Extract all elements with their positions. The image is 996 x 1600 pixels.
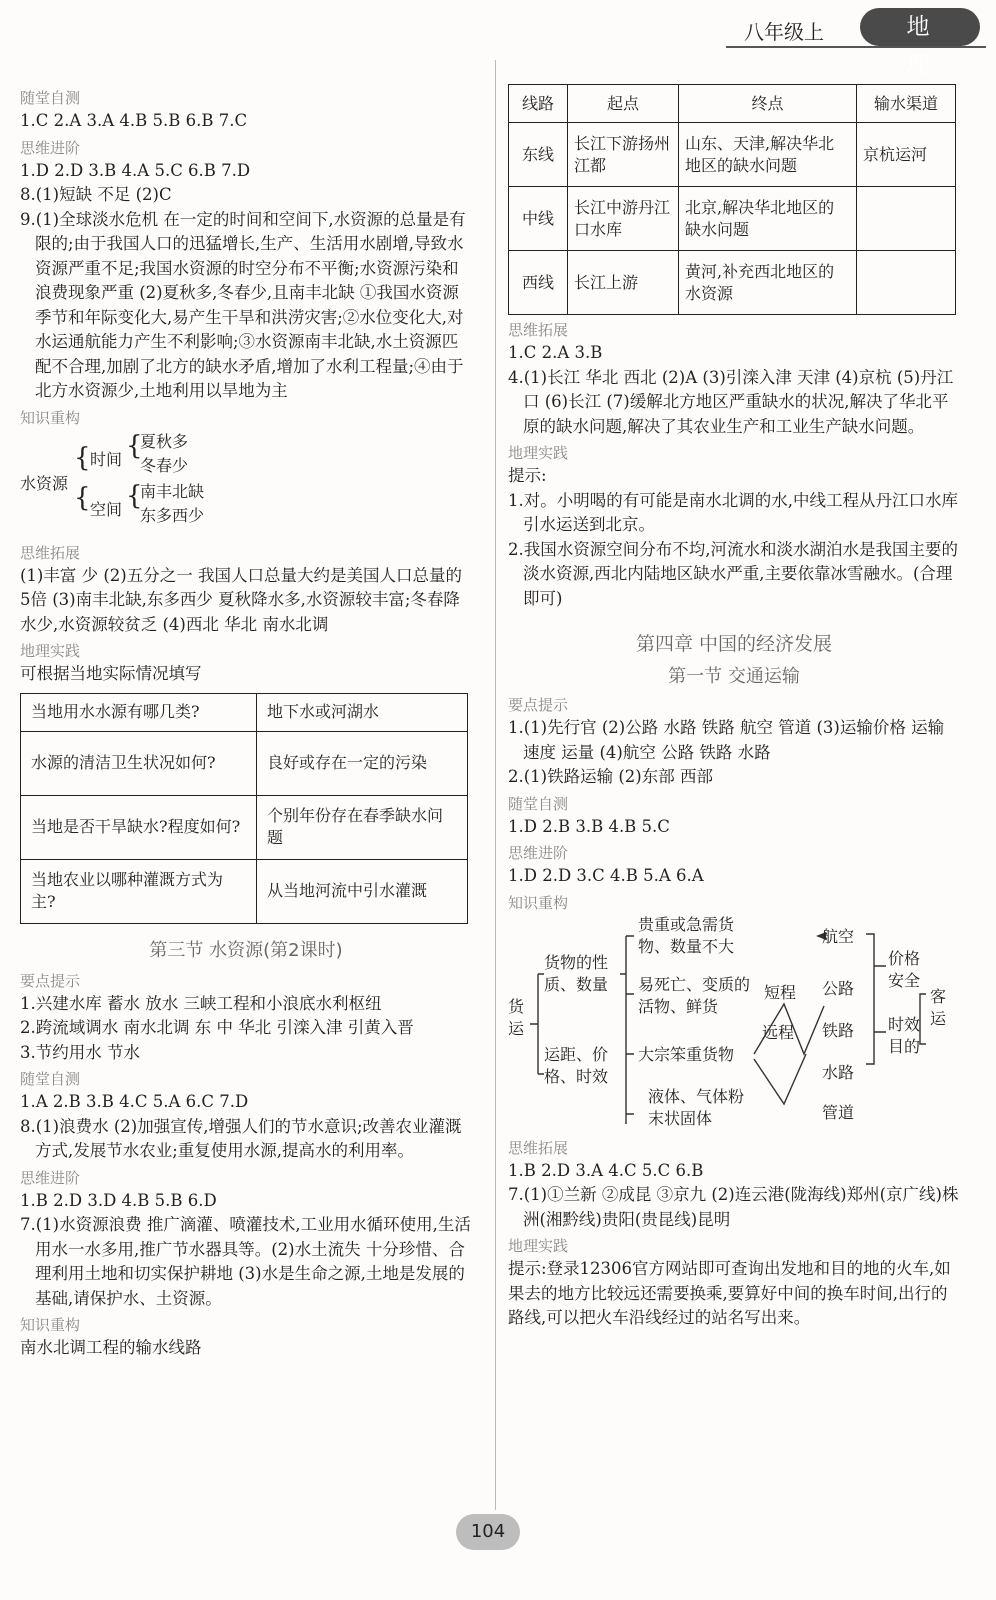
section-title: 第一节 交通运输 (668, 666, 800, 687)
diagram-label: 远程 (762, 1022, 795, 1042)
tree-root: 水资源 (20, 473, 69, 493)
chapter-title: 第四章 中国的经济发展 (635, 633, 833, 655)
answer-line: 3.节约用水 节水 (20, 1042, 140, 1062)
brace-icon: { (126, 430, 143, 461)
answer-paragraph: 2.我国水资源空间分布不均,河流水和淡水湖泊水是我国主要的淡水资源,西北内陆地区缺水严重,主要依靠冰雪融水。(合理即可) (508, 539, 958, 608)
table-cell: 中线 (509, 187, 568, 251)
answer-line: 1.D 2.B 3.B 4.B 5.C (508, 816, 670, 836)
answer-line: 1.兴建水库 蓄水 放水 三峡工程和小浪底水利枢纽 (20, 993, 382, 1013)
table-row (21, 859, 468, 923)
grade-label: 八年级上 (744, 20, 824, 44)
section-heading: 思维进阶 (20, 138, 81, 157)
answer-line: 1.A 2.B 3.B 4.C 5.A 6.C 7.D (20, 1092, 249, 1111)
section-heading: 思维拓展 (508, 1138, 569, 1157)
answer-line: 1.D 2.D 3.C 4.B 5.A 6.A (508, 866, 704, 885)
table-cell: 长江中游丹江口水库 (568, 187, 679, 251)
table-row (21, 795, 468, 859)
brace-icon: { (74, 482, 91, 513)
section-heading: 知识重构 (20, 1316, 81, 1334)
table-cell: 东线 (509, 123, 568, 187)
section-heading: 思维拓展 (508, 321, 569, 339)
section-heading: 地理实践 (20, 642, 81, 660)
tree-node: 时间 (90, 449, 123, 469)
section-heading: 思维进阶 (508, 844, 569, 862)
diagram-label: 管道 (822, 1102, 855, 1122)
table-header: 终点 (679, 85, 857, 123)
diagram-label: 货运 (508, 996, 525, 1038)
diagram-label: 运距、价格、时效 (544, 1044, 609, 1086)
subject-badge: 地 理 (860, 8, 980, 46)
diagram-label: 短程 (764, 982, 797, 1002)
answer-paragraph: 提示:登录12306官方网站即可查询出发地和目的地的火车,如果去的地方比较远还需要换乘,要算好中间的换车时间,出行的路线,可以把火车沿线经过的站名写出来。 (508, 1259, 951, 1327)
brace-icon: { (74, 442, 91, 473)
answer-line: 1.D 2.D 3.B 4.A 5.C 6.B 7.D (20, 160, 251, 180)
tree-leaf: 南丰北缺 (140, 481, 205, 501)
answer-paragraph: 8.(1)浪费水 (2)加强宣传,增强人们的节水意识;改善农业灌溉方式,发展节水农业;重复使用水源,提高水的利用率。 (20, 1116, 462, 1160)
table-cell: 西线 (509, 251, 568, 315)
answer-line: 南水北调工程的输水线路 (20, 1338, 202, 1357)
tree-leaf: 冬春少 (140, 455, 189, 475)
diagram-label: 价格安全 (888, 948, 921, 990)
answer-paragraph: 1.对。小明喝的有可能是南水北调的水,中线工程从丹江口水库引水运送到北京。 (508, 490, 958, 534)
answer-paragraph: 9.(1)全球淡水危机 在一定的时间和空间下,水资源的总量是有限的;由于我国人口的迅猛增长,生产、生活用水剧增,导致水资源严重不足;我国水资源的时空分布不平衡;水资源污染和浪费现象严重 (2)夏秋多,冬春少,且南丰北缺 ①我国水资源季节和年际变化大,易产生干旱和洪涝灾害;②水位变化大,对水运通航能力产生不利影响;③水资源南丰北缺,水土资源匹配不合理,加剧了北方的缺水矛盾,增加了水利工程量;④由于北方水资源少,土地利用以旱地为主 (20, 209, 466, 400)
diagram-label: 航空 (822, 926, 855, 946)
table-header: 输水渠道 (857, 85, 956, 123)
answer-line: 1.B 2.D 3.A 4.C 5.C 6.B (508, 1160, 704, 1180)
diagram-label: 液体、气体粉末状固体 (648, 1086, 745, 1128)
section-heading: 要点提示 (508, 696, 569, 714)
answer-line: 1.B 2.D 3.D 4.B 5.B 6.D (20, 1190, 217, 1210)
practice-table (20, 693, 468, 924)
table-cell: 长江下游扬州江都 (568, 123, 679, 187)
table-row (509, 187, 956, 251)
transport-diagram (508, 914, 960, 1134)
table-cell: 地下水或河湖水 (257, 693, 468, 731)
diagram-label: 大宗笨重货物 (638, 1044, 735, 1064)
table-cell (857, 187, 956, 251)
table-cell: 山东、天津,解决华北地区的缺水问题 (679, 123, 857, 187)
diagram-label: 公路 (822, 978, 855, 998)
answer-line: 1.C 2.A 3.A 4.B 5.B 6.B 7.C (20, 111, 248, 130)
answer-paragraph: 7.(1)①兰新 ②成昆 ③京九 (2)连云港(陇海线)郑州(京广线)株洲(湘黔线)贵阳(贵昆线)昆明 (508, 1185, 959, 1229)
table-row (509, 123, 956, 187)
water-resource-tree (20, 429, 472, 539)
table-cell: 从当地河流中引水灌溉 (257, 859, 468, 923)
diagram-label: 货物的性质、数量 (544, 952, 609, 994)
diagram-label: 时效目的 (888, 1014, 921, 1056)
hint-label: 提示: (508, 466, 547, 485)
tree-leaf: 夏秋多 (140, 431, 189, 451)
section-heading: 知识重构 (20, 408, 81, 427)
brace-icon: { (126, 480, 143, 511)
table-cell: 良好或存在一定的污染 (257, 731, 468, 795)
table-row (509, 251, 956, 315)
section-heading: 随堂自测 (20, 1070, 81, 1088)
answer-paragraph: 4.(1)长江 华北 西北 (2)A (3)引滦入津 天津 (4)京杭 (5)丹江口 (6)长江 (7)缓解北方地区严重缺水的状况,解决了华北平原的缺水问题,解决了其农业生产和工业生产缺水问题。 (508, 367, 954, 436)
table-row (21, 731, 468, 795)
section-heading: 地理实践 (508, 444, 569, 462)
diagram-label: 贵重或急需货物、数量不大 (638, 914, 735, 956)
table-cell: 京杭运河 (857, 123, 956, 187)
table-cell: 水源的清洁卫生状况如何? (21, 731, 257, 795)
page-number: 104 (456, 1514, 520, 1550)
answer-paragraph: 7.(1)水资源浪费 推广滴灌、喷灌技术,工业用水循环使用,生活用水一水多用,推广节水器具等。(2)水土流失 十分珍惜、合理利用土地和切实保护耕地 (3)水是生命之源,土地是发展的基础,请保护水、土资源。 (20, 1215, 471, 1308)
table-cell: 当地用水水源有哪几类? (21, 693, 257, 731)
section-heading: 地理实践 (508, 1237, 569, 1255)
tree-leaf: 东多西少 (140, 505, 205, 525)
answer-line: 2.跨流域调水 南水北调 东 中 华北 引滦入津 引黄入晋 (20, 1018, 414, 1037)
table-cell: 黄河,补充西北地区的水资源 (679, 251, 857, 315)
tree-node: 空间 (90, 499, 123, 519)
section-heading: 要点提示 (20, 971, 81, 990)
diagram-label: 铁路 (822, 1020, 855, 1040)
table-row (21, 693, 468, 731)
section-heading: 思维拓展 (20, 543, 81, 562)
header-rule (726, 46, 986, 48)
table-cell: 长江上游 (568, 251, 679, 315)
answer-paragraph: (1)丰富 少 (2)五分之一 我国人口总量大约是美国人口总量的5倍 (3)南丰北缺,东多西少 夏秋降水多,水资源较丰富;冬春降水少,水资源较贫乏 (4)西北 华北 南水北调 (20, 565, 462, 634)
diagram-label: 客运 (930, 986, 947, 1028)
answer-line: 8.(1)短缺 不足 (2)C (20, 185, 172, 204)
route-table (508, 84, 956, 315)
lesson-title: 第三节 水资源(第2课时) (149, 939, 343, 961)
table-cell: 个别年份存在春季缺水问题 (257, 795, 468, 859)
table-cell: 当地农业以哪种灌溉方式为主? (21, 859, 257, 923)
table-cell (857, 251, 956, 315)
table-header: 线路 (509, 85, 568, 123)
table-header-row (509, 85, 956, 123)
section-heading: 思维进阶 (20, 1168, 81, 1187)
instruction-text: 可根据当地实际情况填写 (20, 664, 202, 683)
answer-line: 2.(1)铁路运输 (2)东部 西部 (508, 767, 713, 786)
table-cell: 当地是否干旱缺水?程度如何? (21, 795, 257, 859)
table-header: 起点 (568, 85, 679, 123)
right-column (508, 84, 960, 1331)
left-column (20, 84, 472, 1361)
column-divider (495, 60, 496, 1510)
answer-line: 1.C 2.A 3.B (508, 343, 603, 362)
section-heading: 随堂自测 (20, 89, 81, 107)
section-heading: 随堂自测 (508, 794, 569, 813)
diagram-label: 易死亡、变质的活物、鲜货 (638, 974, 751, 1016)
answer-paragraph: 1.(1)先行官 (2)公路 水路 铁路 航空 管道 (3)运输价格 运输速度 运量 (4)航空 公路 铁路 水路 (508, 718, 945, 762)
table-cell: 北京,解决华北地区的缺水问题 (679, 187, 857, 251)
section-heading: 知识重构 (508, 893, 569, 912)
diagram-label: 水路 (822, 1062, 855, 1082)
